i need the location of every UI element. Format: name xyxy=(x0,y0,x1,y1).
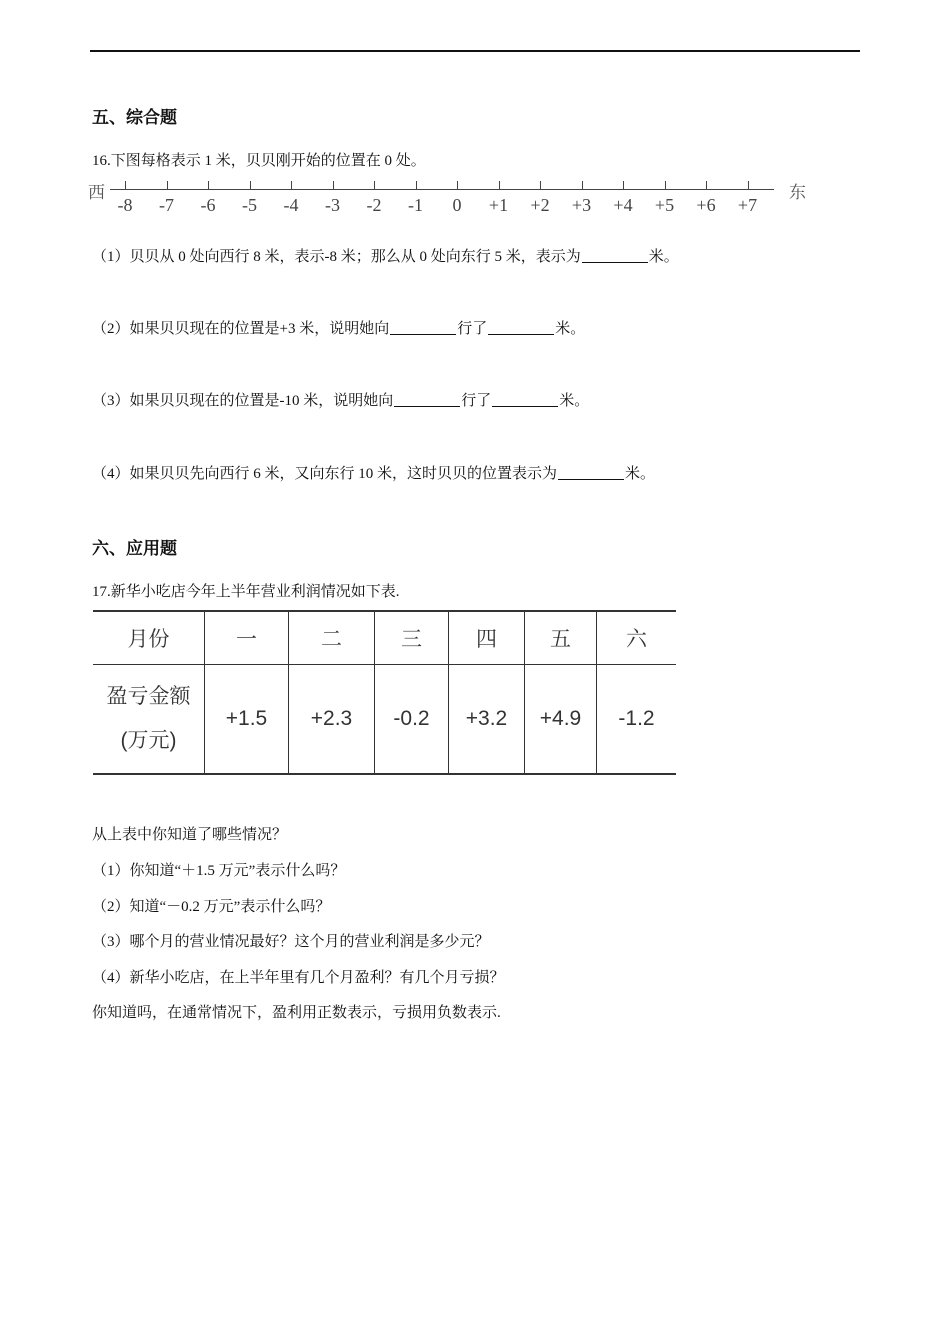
q16-part4 xyxy=(92,462,655,483)
number-line-tick-label: +5 xyxy=(654,195,675,215)
table-value-cell: -1.2 xyxy=(597,665,677,775)
q17-note: 你知道吗，在通常情况下，盈利用正数表示，亏损用负数表示. xyxy=(92,1005,501,1021)
table-value-cell: +2.3 xyxy=(289,665,375,775)
q16-part2-text: （2）如果贝贝现在的位置是+3 米，说明她向 xyxy=(92,321,390,337)
number-line-tick xyxy=(665,181,666,189)
q16-part4-unit: 米。 xyxy=(625,466,656,482)
table-month-cell: 六 xyxy=(597,611,677,665)
number-line xyxy=(86,172,816,222)
number-line-tick xyxy=(208,181,209,189)
q16-part3-mid: 行了 xyxy=(461,393,492,409)
q16-part4-text: （4）如果贝贝先向西行 6 米，又向东行 10 米，这时贝贝的位置表示为 xyxy=(92,466,558,482)
table-value-row xyxy=(93,665,676,775)
table-month-cell: 四 xyxy=(449,611,525,665)
number-line-tick xyxy=(706,181,707,189)
number-line-tick-label: +3 xyxy=(571,195,592,215)
number-line-tick xyxy=(374,181,375,189)
table-month-cell: 三 xyxy=(375,611,449,665)
q17-sub3: （3）哪个月的营业情况最好？这个月的营业利润是多少元？ xyxy=(92,934,490,950)
table-header-label: 月份 xyxy=(93,611,205,665)
number-line-tick xyxy=(250,181,251,189)
q16-part3-unit: 米。 xyxy=(559,393,590,409)
number-line-tick-label: -2 xyxy=(366,195,382,215)
table-row-label-line2: (万元) xyxy=(120,729,177,752)
q16-part2-mid: 行了 xyxy=(457,321,488,337)
q17-sub4: （4）新华小吃店，在上半年里有几个月盈利？有几个月亏损？ xyxy=(92,970,505,986)
number-line-tick xyxy=(748,181,749,189)
number-line-tick-label: +1 xyxy=(488,195,509,215)
number-line-tick xyxy=(333,181,334,189)
q16-intro: 16.下图每格表示 1 米，贝贝刚开始的位置在 0 处。 xyxy=(92,153,426,169)
answer-blank[interactable] xyxy=(492,405,558,407)
number-line-tick-label: +4 xyxy=(613,195,633,215)
profit-table xyxy=(93,610,676,775)
answer-blank[interactable] xyxy=(488,333,554,335)
number-line-tick xyxy=(125,181,126,189)
q16-part3-text: （3）如果贝贝现在的位置是-10 米，说明她向 xyxy=(92,393,394,409)
section6-heading: 六、应用题 xyxy=(92,539,177,558)
number-line-tick xyxy=(416,181,417,189)
table-value-cell: +1.5 xyxy=(205,665,289,775)
table-header-row xyxy=(93,611,676,665)
q16-part2 xyxy=(92,317,585,338)
table-row-label-line1: 盈亏金额 xyxy=(106,685,191,708)
number-line-tick-label: 0 xyxy=(452,195,462,215)
number-line-tick-label: -8 xyxy=(117,195,133,215)
number-line-tick-label: -3 xyxy=(325,195,340,215)
number-line-tick-label: +7 xyxy=(737,195,758,215)
number-line-tick xyxy=(167,181,168,189)
table-value-cell: -0.2 xyxy=(375,665,449,775)
number-line-tick-label: -7 xyxy=(159,195,174,215)
number-line-tick xyxy=(540,181,541,189)
table-month-cell: 五 xyxy=(525,611,597,665)
q17-sub1: （1）你知道“＋1.5 万元”表示什么吗？ xyxy=(92,863,346,879)
number-line-tick-label: +6 xyxy=(696,195,716,215)
answer-blank[interactable] xyxy=(390,333,456,335)
q16-part2-unit: 米。 xyxy=(555,321,586,337)
number-line-tick-label: -6 xyxy=(200,195,216,215)
number-line-tick xyxy=(291,181,292,189)
q16-part1 xyxy=(92,245,679,266)
number-line-tick xyxy=(499,181,500,189)
table-month-cell: 二 xyxy=(289,611,375,665)
q17-sub2: （2）知道“－0.2 万元”表示什么吗？ xyxy=(92,899,331,915)
number-line-west-label: 西 xyxy=(88,183,105,202)
q16-part1-text: （1）贝贝从 0 处向西行 8 米，表示-8 米；那么从 0 处向东行 5 米，表示为 xyxy=(92,249,581,265)
top-rule xyxy=(90,50,860,52)
q16-part1-unit: 米。 xyxy=(648,249,679,265)
answer-blank[interactable] xyxy=(582,261,648,263)
answer-blank[interactable] xyxy=(394,405,460,407)
answer-blank[interactable] xyxy=(558,478,624,480)
number-line-tick-label: -5 xyxy=(242,195,257,215)
number-line-tick-label: -4 xyxy=(283,195,299,215)
table-month-cell: 一 xyxy=(205,611,289,665)
q17-intro: 17.新华小吃店今年上半年营业利润情况如下表. xyxy=(92,584,400,600)
number-line-east-label: 东 xyxy=(789,183,806,202)
number-line-tick xyxy=(582,181,583,189)
table-value-cell: +3.2 xyxy=(449,665,525,775)
number-line-axis xyxy=(110,189,774,190)
number-line-tick xyxy=(623,181,624,189)
table-row-label xyxy=(93,665,205,775)
q16-part3 xyxy=(92,389,589,410)
number-line-tick xyxy=(457,181,458,189)
after-table-text: 从上表中你知道了哪些情况？ xyxy=(92,827,288,843)
number-line-tick-label: -1 xyxy=(408,195,423,215)
table-value-cell: +4.9 xyxy=(525,665,597,775)
number-line-tick-label: +2 xyxy=(530,195,550,215)
section5-heading: 五、综合题 xyxy=(92,108,177,127)
